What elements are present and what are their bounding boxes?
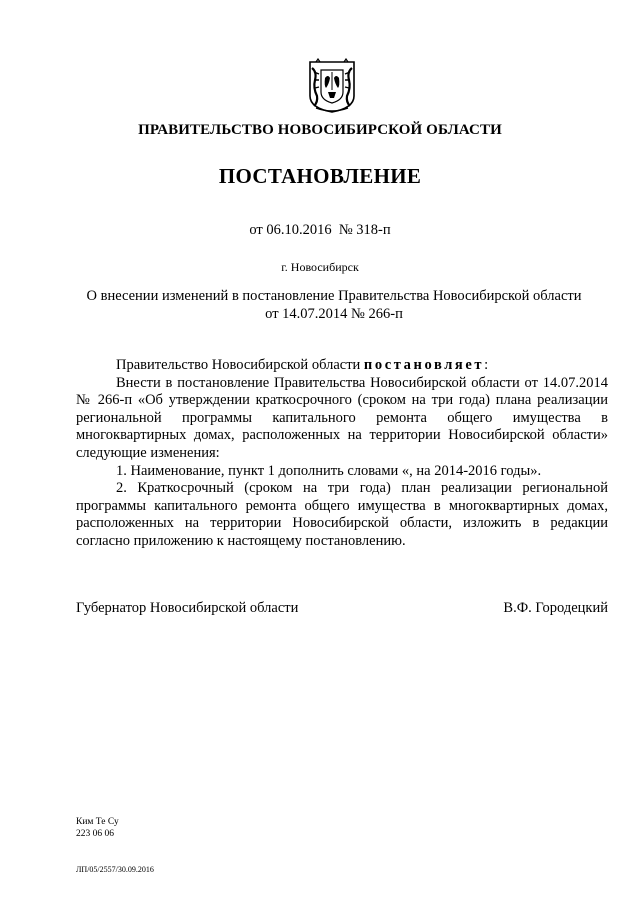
executor-phone: 223 06 06 — [76, 829, 114, 839]
coat-of-arms-icon — [306, 58, 358, 114]
document-body — [76, 357, 608, 551]
government-title: ПРАВИТЕЛЬСТВО НОВОСИБИРСКОЙ ОБЛАСТИ — [138, 122, 502, 138]
document-city: г. Новосибирск — [281, 260, 359, 274]
resolution-intro — [76, 357, 608, 375]
signatory-position: Губернатор Новосибирской области — [76, 600, 299, 616]
executor-name: Ким Те Су — [76, 817, 119, 827]
document-type: ПОСТАНОВЛЕНИЕ — [218, 164, 422, 188]
document-subject — [60, 288, 608, 323]
executor-info — [76, 816, 119, 840]
resolves-word: постановляет — [363, 357, 485, 373]
intro-colon: : — [484, 357, 489, 373]
subject-line-2: от 14.07.2014 № 266-п — [265, 305, 403, 322]
item-2: 2. Краткосрочный (сроком на три года) план реализации региональной программы капитального ремонта общего имущества в многоквартирных домах, расположенных на территории Новосибирской области, изложить в редакции согласно приложению к настоящему постановлению. — [76, 480, 608, 549]
paragraph-amend: Внести в постановление Правительства Новосибирской области от 14.07.2014 № 266-п «Об утверждении краткосрочного (сроком на три года) плана реализации региональной программы капитального ремонта общего имущества в многоквартирных домах, расположенных на территории Новосибирской области» следующие изменения: — [76, 374, 608, 461]
signatory-name: В.Ф. Городецкий — [503, 600, 608, 616]
intro-text: Правительство Новосибирской области — [116, 357, 364, 373]
signature-block — [76, 600, 608, 617]
document-number-date: от 06.10.2016 № 318-п — [249, 222, 391, 238]
registration-code: ЛП/05/2557/30.09.2016 — [76, 865, 154, 874]
item-1: 1. Наименование, пункт 1 дополнить словами «, на 2014-2016 годы». — [116, 462, 542, 479]
subject-line-1: О внесении изменений в постановление Правительства Новосибирской области — [86, 288, 582, 304]
